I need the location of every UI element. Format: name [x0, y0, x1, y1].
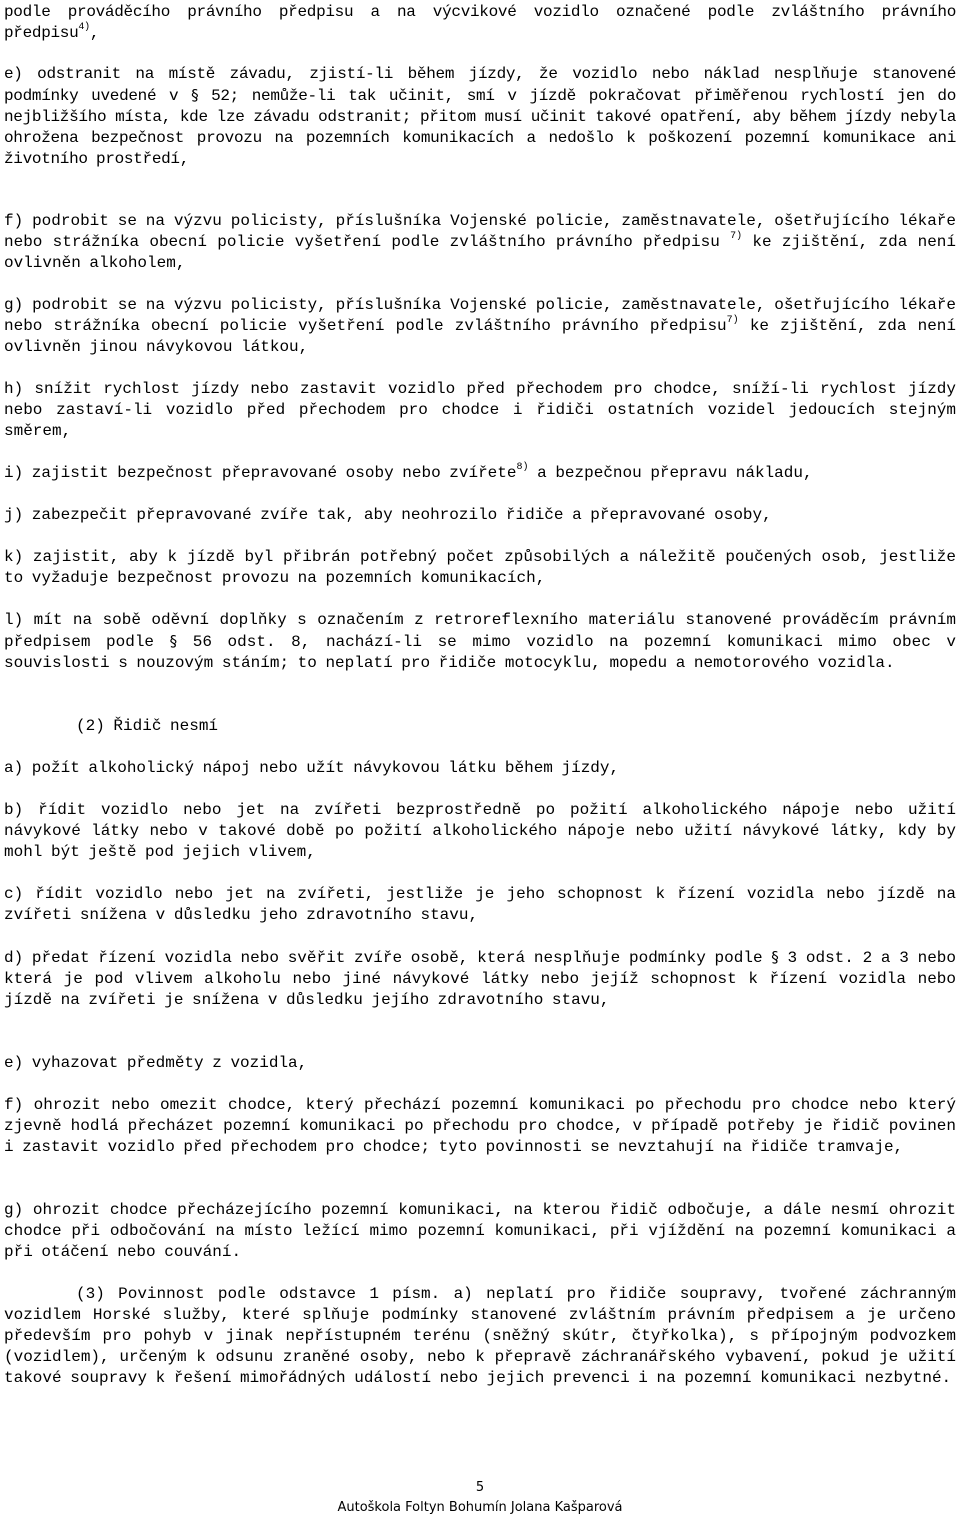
- text-span: ke zjištění, zda není ovlivněn jinou návykovou látkou,: [4, 317, 957, 356]
- section-sign: §: [191, 86, 199, 104]
- text-span: 3 odst. 2 a 3 nebo která je pod vlivem alkoholu nebo jiné návykové látky nebo jejíž schopnost k řízení vozidla nebo jízdě na zvířeti je snížena v důsledku jejího zdravotního stavu,: [4, 949, 957, 1009]
- item-f: [4, 211, 956, 274]
- item-2e: e) vyhazovat předměty z vozidla,: [4, 1054, 308, 1072]
- text-span: g) podrobit se na výzvu policisty, příslušníka Vojenské policie, zaměstnavatele, ošetřujícího lékaře nebo strážníka obecní policie vyšetření podle zvláštního právního předpisu: [4, 296, 956, 335]
- text-span: i) zajistit bezpečnost přepravované osoby nebo zvířete: [4, 464, 517, 482]
- item-2a: a) požít alkoholický nápoj nebo užít návykovou látku během jízdy,: [4, 759, 620, 777]
- page-number: 5: [475, 1480, 485, 1495]
- item-2c: c) řídit vozidlo nebo jet na zvířeti, jestliže je jeho schopnost k řízení vozidla nebo jízdě na zvířeti snížena v důsledku jeho zdravotního stavu,: [4, 885, 956, 924]
- footer-author: Autoškola Foltyn Bohumín Jolana Kašparová: [337, 1500, 623, 1515]
- footnote-ref: 7): [726, 315, 739, 326]
- section-2-heading: (2) Řidič nesmí: [76, 717, 219, 735]
- item-2d: [4, 947, 956, 1011]
- item-g: [4, 295, 956, 358]
- footnote-ref: 4): [78, 22, 90, 33]
- item-i: [4, 463, 956, 484]
- section-3: (3) Povinnost podle odstavce 1 písm. a) neplatí pro řidiče soupravy, tvořené záchranným vozidlem Horské služby, které splňuje podmínky stanovené zvláštním právním předpisem a je určeno především pro pohyb v jinak nepřístupném terénu (sněžný skútr, čtyřkolka), s přípojným podvozkem (vozidlem), určeným k odsunu zraněné osoby, nebo k přepravě záchranářského vybavení, pokud je užití takové soupravy k řešení mimořádných událostí nebo jejich prevenci i na pozemní komunikaci nezbytné.: [4, 1285, 956, 1387]
- text-span: ,: [89, 24, 100, 42]
- text-span: l) mít na sobě oděvní doplňky s označením z retroreflexního materiálu stanovené prováděcím právním předpisem podle: [4, 611, 956, 651]
- footnote-ref: 8): [516, 462, 529, 473]
- item-2g: g) ohrozit chodce přecházejícího pozemní komunikaci, na kterou řidič odbočuje, a dále nesmí ohrozit chodce při odbočování na místo ležící mimo pozemní komunikaci, při vjíždění na pozemní komunikaci a při otáčení nebo couvání.: [4, 1201, 956, 1261]
- text-span: a bezpečnou přepravu nákladu,: [537, 464, 813, 482]
- text-span: ke zjištění, zda není ovlivněn alkoholem,: [4, 233, 956, 272]
- section-sign: §: [771, 948, 779, 966]
- text-span: d) předat řízení vozidla nebo svěřit zvíře osobě, která nesplňuje podmínky podle: [4, 949, 763, 967]
- footnote-ref: 7): [730, 231, 743, 242]
- item-2b: b) řídit vozidlo nebo jet na zvířeti bezprostředně po požití alkoholického nápoje nebo užití návykové látky nebo v takové době po požití alkoholického nápoje nebo užití návykové látky, kdy by mohl být ještě pod jejich vlivem,: [4, 801, 956, 861]
- section-sign: §: [169, 632, 178, 650]
- item-j: j) zabezpečit přepravované zvíře tak, aby neohrozilo řidiče a přepravované osoby,: [4, 506, 772, 524]
- item-2f: f) ohrozit nebo omezit chodce, který přechází pozemní komunikaci po přechodu pro chodce nebo který zjevně hodlá přecházet pozemní komunikaci po přechodu pro chodce, v případě potřeby je řidič povinen i zastavit vozidlo před přechodem pro chodce; tyto povinnosti se nevztahují na řidiče tramvaje,: [4, 1096, 956, 1156]
- item-h: h) snížit rychlost jízdy nebo zastavit vozidlo před přechodem pro chodce, sníží-li rychlost jízdy nebo zastaví-li vozidlo před přechodem pro chodce i řidiči ostatních vozidel jedoucích stejným směrem,: [4, 380, 956, 440]
- text-span: podle prováděcího právního předpisu a na výcvikové vozidlo označené podle zvláštního právního předpisu: [4, 3, 956, 42]
- paragraph-continuation: [4, 2, 956, 44]
- item-e: [4, 64, 956, 170]
- text-span: 56 odst. 8, nachází-li se mimo vozidlo na pozemní komunikaci mimo obec v souvislosti s nouzovým stáním; to neplatí pro řidiče motocyklu, mopedu a nemotorového vozidla.: [4, 633, 957, 672]
- item-l: [4, 610, 956, 674]
- text-span: e) odstranit na místě závadu, zjistí-li během jízdy, že vozidlo nebo náklad nesplňuje stanovené podmínky uvedené v: [4, 65, 956, 105]
- text-span: 52; nemůže-li tak učinit, smí v jízdě pokračovat přiměřenou rychlostí jen do nejbližšího místa, kde lze závadu odstranit; přitom musí učinit takové opatření, aby během jízdy nebyla ohrožena bezpečnost provozu na pozemních komunikacích a nedošlo k poškození pozemní komunikace ani životního prostředí,: [4, 87, 956, 168]
- item-k: k) zajistit, aby k jízdě byl přibrán potřebný počet způsobilých a náležitě poučených osob, jestliže to vyžaduje bezpečnost provozu na pozemních komunikacích,: [4, 548, 956, 587]
- text-span: f) podrobit se na výzvu policisty, příslušníka Vojenské policie, zaměstnavatele, ošetřujícího lékaře nebo strážníka obecní policie vyšetření podle zvláštního právního předpisu: [4, 212, 956, 251]
